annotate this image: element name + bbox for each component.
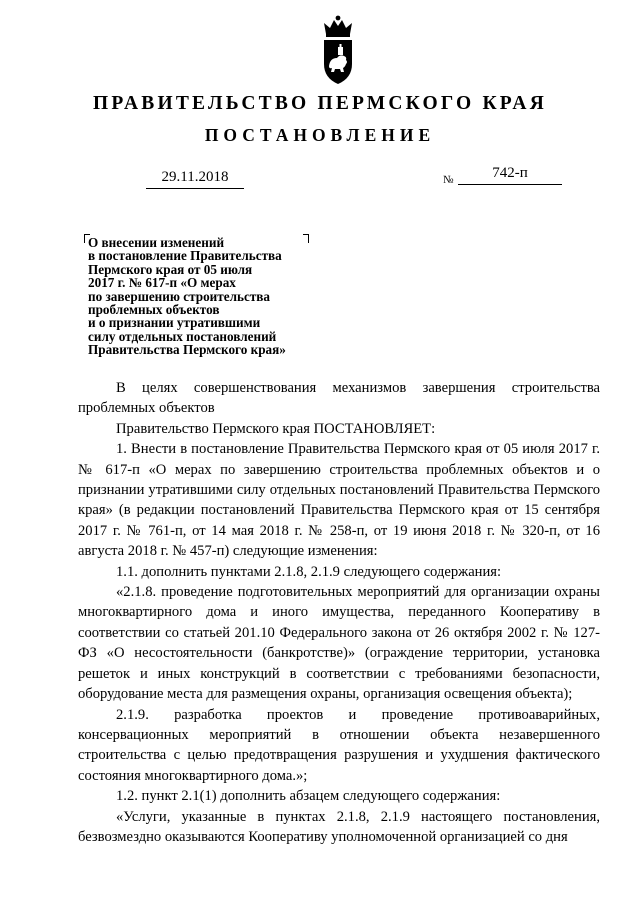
subject-line: по завершению строительства <box>88 288 271 304</box>
document-subject <box>88 236 328 357</box>
subject-line: О внесении изменений <box>88 235 225 250</box>
document-date: 29.11.2018 <box>146 169 244 189</box>
body-paragraph: 2.1.9. разработка проектов и проведение противоаварийных, консервационных мероприятий в отношении объекта незавершенного строительства с целью предотвращения разрушения и ухудшения фактического состояния многоквартирного дома.»; <box>78 706 600 784</box>
body-paragraph: «Услуги, указанные в пунктах 2.1.8, 2.1.9 настоящего постановления, безвозмездно оказываются Кооперативу уполномоченной организацией со дня <box>78 808 600 845</box>
subject-line: Пермского края от 05 июля <box>88 261 253 277</box>
body-paragraph: В целях совершенствования механизмов завершения строительства проблемных объектов <box>78 380 600 417</box>
body-paragraph: 1.1. дополнить пунктами 2.1.8, 2.1.9 следующего содержания: <box>116 563 502 580</box>
subject-line: в постановление Правительства <box>88 248 282 264</box>
subject-line: 2017 г. № 617-п «О мерах <box>88 275 236 291</box>
document-body <box>78 378 600 847</box>
organization-title: ПРАВИТЕЛЬСТВО ПЕРМСКОГО КРАЯ <box>93 93 547 114</box>
subject-line: проблемных объектов <box>88 302 220 318</box>
body-paragraph: Правительство Пермского края ПОСТАНОВЛЯЕТ: <box>116 420 436 437</box>
subject-line: Правительства Пермского края» <box>88 342 286 358</box>
body-paragraph: 1. Внести в постановление Правительства Пермского края от 05 июля 2017 г. № 617-п «О мерах по завершению строительства проблемных объектов и о признании утратившими силу отдельных постановлений Правительства Пермского края» (в редакции постановлений Правительства Пермского края от 15 сентября 2017 г. № 761-п, от 14 мая 2018 г. № 258-п, от 19 июня 2018 г. № 320-п, от 16 августа 2018 г. № 457-п) следующие изменения: <box>78 441 600 560</box>
number-label: № <box>443 174 454 186</box>
document-number: 742-п <box>458 165 562 185</box>
body-paragraph: 1.2. пункт 2.1(1) дополнить абзацем следующего содержания: <box>116 788 501 805</box>
coat-of-arms-icon <box>318 14 358 86</box>
document-type-title: ПОСТАНОВЛЕНИЕ <box>204 125 436 145</box>
subject-line: силу отдельных постановлений <box>88 328 277 344</box>
subject-line: и о признании утратившими <box>88 315 261 331</box>
body-paragraph: «2.1.8. проведение подготовительных мероприятий для организации охраны многоквартирного дома и иного имущества, переданного Кооперативу в соответствии со статьей 201.10 Федерального закона от 26 октября 2002 г. № 127-ФЗ «О несостоятельности (банкротстве)» (ограждение территории, установка решеток и иных конструкций в соответствии с требованиями безопасности, оборудование места для размещения охраны, организация освещения объекта); <box>78 584 600 703</box>
